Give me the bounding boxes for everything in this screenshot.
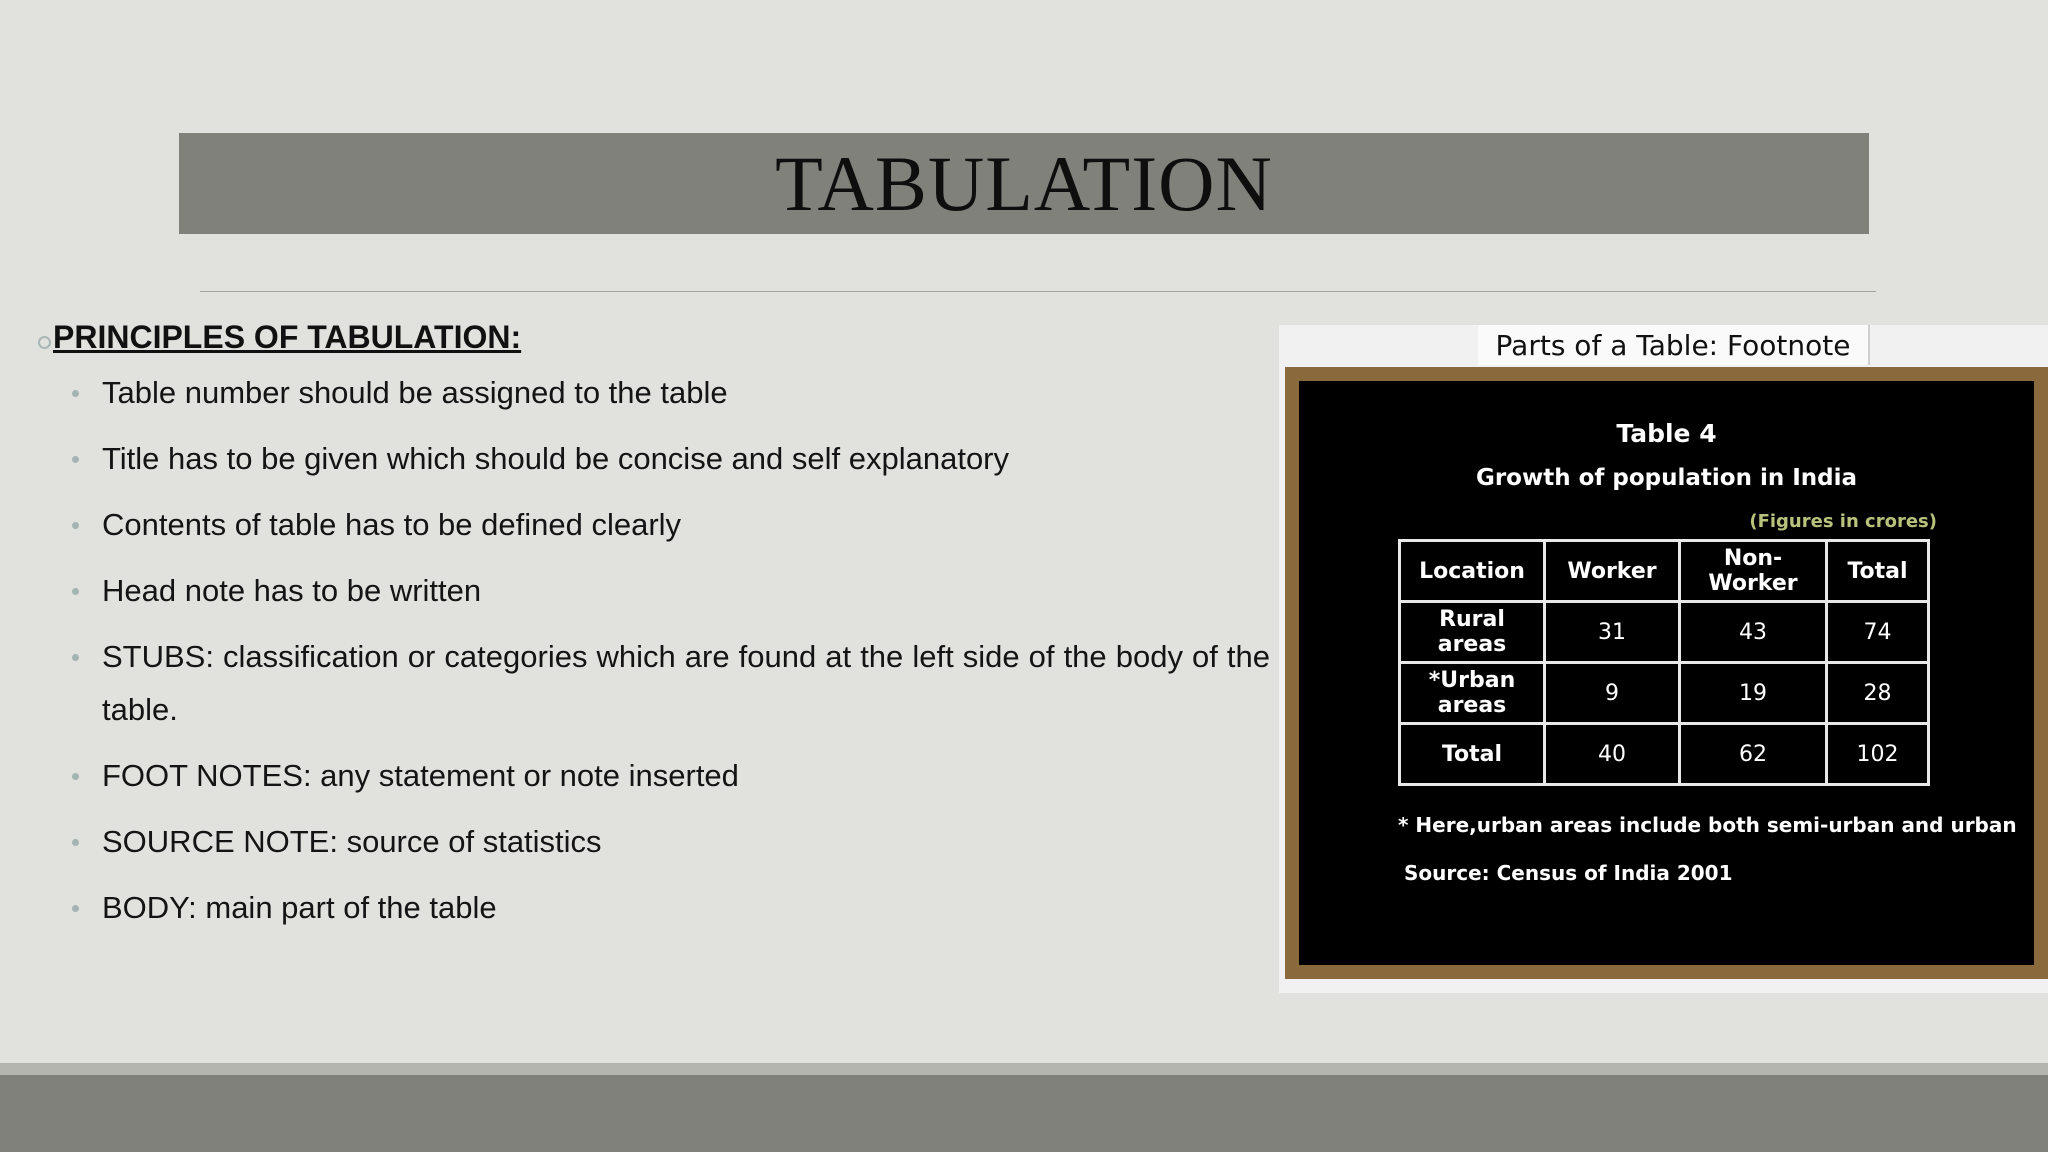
list-item [38, 498, 1270, 551]
list-item [38, 881, 1270, 934]
column-header: Worker [1545, 541, 1680, 602]
table-row [1400, 602, 1929, 663]
population-table [1398, 539, 1930, 786]
list-item [38, 749, 1270, 802]
table-number: Table 4 [1616, 419, 1717, 448]
bullet-dot-icon [72, 905, 79, 912]
list-item-text: STUBS: classification or categories which are found at the left side of the body of the table. [102, 639, 1270, 727]
bullet-dot-icon [72, 390, 79, 397]
table-cell: 31 [1545, 602, 1680, 663]
table-title: Growth of population in India [1475, 465, 1858, 491]
image-tab-label: Parts of a Table: Footnote [1478, 325, 1870, 365]
section-heading: PRINCIPLES OF TABULATION: [53, 318, 522, 355]
table-source-note: Source: Census of India 2001 [1404, 861, 1733, 885]
list-item-text: Head note has to be written [102, 573, 482, 608]
table-footnote: * Here,urban areas include both semi-urban and urban [1398, 813, 2017, 837]
divider-line [200, 291, 1876, 292]
footer-strip [0, 1063, 2048, 1075]
list-item [38, 630, 1270, 736]
list-item-text: Contents of table has to be defined clearly [102, 507, 682, 542]
row-stub: *Urban areas [1400, 663, 1545, 724]
list-item-text: BODY: main part of the table [102, 890, 497, 925]
table-cell: 102 [1827, 724, 1929, 785]
table-example-image [1279, 325, 2048, 993]
table-cell: 74 [1827, 602, 1929, 663]
list-item [38, 564, 1270, 617]
table-cell: 43 [1680, 602, 1827, 663]
table-cell: 9 [1545, 663, 1680, 724]
column-header: Total [1827, 541, 1929, 602]
table-row [1400, 724, 1929, 785]
row-stub: Rural areas [1400, 602, 1545, 663]
list-item-text: FOOT NOTES: any statement or note inserted [102, 758, 739, 793]
bullet-dot-icon [72, 522, 79, 529]
bullet-dot-icon [72, 773, 79, 780]
bullet-dot-icon [72, 654, 79, 661]
list-item [38, 366, 1270, 419]
list-item-text: SOURCE NOTE: source of statistics [102, 824, 602, 859]
slide-title: TABULATION [775, 139, 1273, 227]
list-item [38, 815, 1270, 868]
title-bar [179, 133, 1869, 234]
column-header: Location [1400, 541, 1545, 602]
bullet-dot-icon [72, 456, 79, 463]
column-header: Non-Worker [1680, 541, 1827, 602]
circle-bullet-icon [38, 336, 51, 349]
table-row [1400, 663, 1929, 724]
table-cell: 40 [1545, 724, 1680, 785]
heading-row [38, 314, 1270, 360]
table-cell: 62 [1680, 724, 1827, 785]
principles-list [38, 366, 1270, 934]
table-cell: 28 [1827, 663, 1929, 724]
chalkboard [1285, 367, 2048, 979]
table-cell: 19 [1680, 663, 1827, 724]
table-header-row [1400, 541, 1929, 602]
list-item [38, 432, 1270, 485]
figures-note: (Figures in crores) [1749, 511, 1937, 532]
bullet-dot-icon [72, 588, 79, 595]
row-stub: Total [1400, 724, 1545, 785]
principles-section [38, 314, 1270, 947]
list-item-text: Table number should be assigned to the table [102, 375, 728, 410]
list-item-text: Title has to be given which should be concise and self explanatory [102, 441, 1010, 476]
bullet-dot-icon [72, 839, 79, 846]
footer-bar [0, 1075, 2048, 1152]
